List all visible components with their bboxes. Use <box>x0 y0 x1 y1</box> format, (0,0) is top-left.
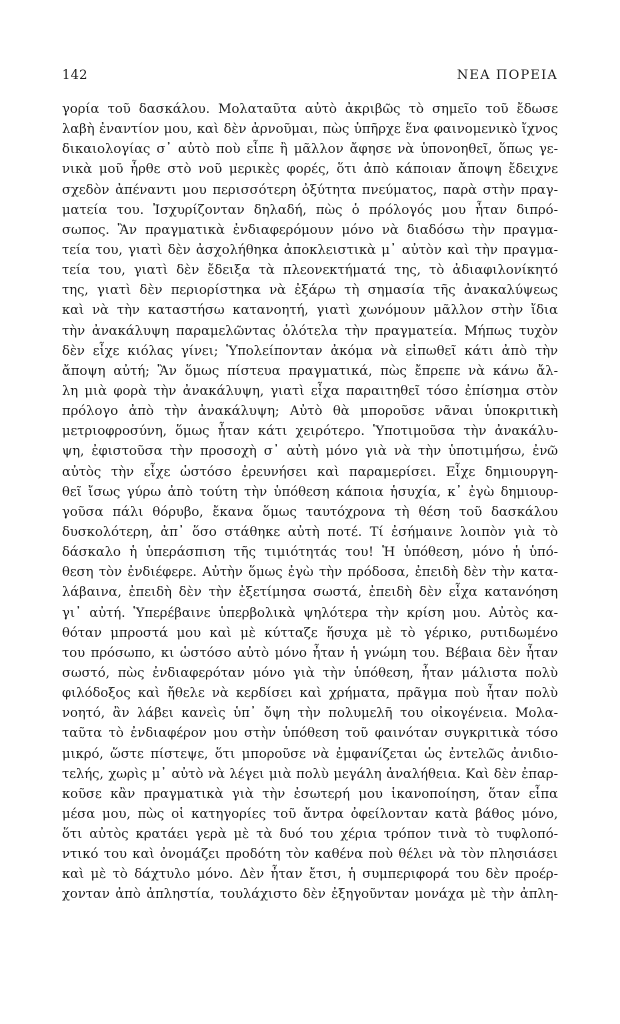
text-line: γι᾽ αὐτή. Ὑπερέβαινε ὑπερβολικὰ ψηλότερα τὴν κρίση μου. Αὐτὸς κα- <box>62 605 558 621</box>
running-head <box>62 68 558 86</box>
text-line: θόταν μπροστά μου καὶ μὲ κύτταζε ἥσυχα μὲ τὸ γέρικο, ρυτιδωμένο <box>62 625 558 641</box>
text-line: ντικό του καὶ ὀνομάζει προδότη τὸν καθένα ποὺ θέλει νὰ τὸν πλησιάσει <box>62 847 558 863</box>
text-line: ἄποψη αὐτή; Ἂν ὅμως πίστευα πραγματικά, πὼς ἔπρεπε νὰ κάνω ἄλ- <box>62 363 558 379</box>
text-line: νικὰ μοῦ ἦρθε στὸ νοῦ μερικὲς φορές, ὅτι ἀπὸ κάποιαν ἄποψη ἔδειχνε <box>62 162 558 178</box>
text-line: νοητό, ἂν λάβει κανεὶς ὑπ᾽ ὄψη τὴν πολυμελῆ του οἰκογένεια. Μολα- <box>62 706 558 722</box>
text-line: πρόλογο ἀπὸ τὴν ἀνακάλυψη; Αὐτὸ θὰ μποροῦσε νᾶναι ὑποκριτικὴ <box>62 404 558 420</box>
text-line: μετριοφροσύνη, ὅμως ἦταν κάτι χειρότερο. Ὑποτιμοῦσα τὴν ἀνακάλυ- <box>62 424 558 440</box>
text-line: σχεδὸν ἀπέναντι μου περισσότερη ὀξύτητα πνεύματος, παρὰ στὴν πραγ- <box>62 182 558 198</box>
text-line: ψη, ἐφιστοῦσα τὴν προσοχὴ σ᾽ αὐτὴ μόνο γιὰ νὰ τὴν ὑποτιμήσω, ἐνῶ <box>62 444 558 460</box>
page-number: 142 <box>62 68 88 83</box>
text-line: καὶ νὰ τὴν καταστήσω κατανοητή, γιατὶ χωνόμουν μᾶλλον στὴν ἴδια <box>62 303 558 319</box>
text-line: μικρό, ὥστε πίστεψε, ὅτι μποροῦσε νὰ ἐμφανίζεται ὡς ἐντελῶς ἀνιδιο- <box>62 746 558 762</box>
text-body <box>62 100 558 906</box>
text-line: ταῦτα τὸ ἐνδιαφέρον μου στὴν ὑπόθεση τοῦ φαινόταν συγκριτικὰ τόσο <box>62 726 558 742</box>
text-line: θεση τὸν ἐνδιέφερε. Αὐτὴν ὅμως ἐγὼ τὴν πρόδοσα, ἐπειδὴ δὲν τὴν κατα- <box>62 565 558 581</box>
text-line: τεία του, γιατὶ δὲν ἀσχολήθηκα ἀποκλειστικὰ μ᾽ αὐτὸν καὶ τὴν πραγμα- <box>62 242 558 258</box>
text-line: λάβαινα, ἐπειδὴ δὲν τὴν ἐξετίμησα σωστά, ἐπειδὴ δὲν εἶχα κατανόηση <box>62 585 558 601</box>
text-line: λη μιὰ φορὰ τὴν ἀνακάλυψη, γιατὶ εἶχα παραιτηθεῖ τόσο ἐπίσημα στὸν <box>62 383 558 399</box>
text-line: δάσκαλο ἡ ὑπεράσπιση τῆς τιμιότητάς του! Ἡ ὑπόθεση, μόνο ἡ ὑπό- <box>62 545 558 561</box>
text-line: αὐτὸς τὴν εἶχε ὡστόσο ἐρευνήσει καὶ παραμερίσει. Εἶχε δημιουργη- <box>62 464 558 480</box>
text-line: καὶ μὲ τὸ δάχτυλο μόνο. Δὲν ἦταν ἔτσι, ἡ συμπεριφορά του δὲν προέρ- <box>62 867 558 883</box>
text-line: τεία του, γιατὶ δὲν ἔδειξα τὰ πλεονεκτήματά της, τὸ ἀδιαφιλονίκητό <box>62 263 558 279</box>
text-line: τελής, χωρὶς μ᾽ αὐτὸ νὰ λέγει μιὰ πολὺ μεγάλη ἀναλήθεια. Καὶ δὲν ἐπαρ- <box>62 766 558 782</box>
text-line: λαβὴ ἐναντίον μου, καὶ δὲν ἀρνοῦμαι, πὼς ὑπῆρχε ἕνα φαινομενικὸ ἴχνος <box>62 122 558 138</box>
text-line: σωστό, πὼς ἐνδιαφερόταν μόνο γιὰ τὴν ὑπόθεση, ἦταν μάλιστα πολὺ <box>62 665 558 681</box>
text-line: της, γιατὶ δὲν περιορίστηκα νὰ ἐξάρω τὴ σημασία τῆς ἀνακαλύψεως <box>62 283 558 299</box>
text-line: σωπος. Ἂν πραγματικὰ ἐνδιαφερόμουν μόνο νὰ διαδόσω τὴν πραγμα- <box>62 222 558 238</box>
text-line: θεῖ ἴσως γύρω ἀπὸ τούτη τὴν ὑπόθεση κάποια ἡσυχία, κ᾽ ἐγὼ δημιουρ- <box>62 484 558 500</box>
running-title: ΝΕΑ ΠΟΡΕΙΑ <box>456 68 558 83</box>
text-line: ὅτι αὐτὸς κρατάει γερὰ μὲ τὰ δυό του χέρια τρόπον τινὰ τὸ τυφλοπό- <box>62 827 558 843</box>
text-line: φιλόδοξος καὶ ἤθελε νὰ κερδίσει καὶ χρήματα, πρᾶγμα ποὺ ἦταν πολὺ <box>62 686 558 702</box>
text-line: τὴν ἀνακάλυψη παραμελῶντας ὁλότελα τὴν πραγματεία. Μήπως τυχὸν <box>62 323 558 339</box>
text-line: χονταν ἀπὸ ἀπληστία, τουλάχιστο δὲν ἐξηγοῦνταν μονάχα μὲ τὴν ἀπλη- <box>62 887 558 903</box>
text-line: γοῦσα πάλι θόρυβο, ἔκανα ὅμως ταυτόχρονα τὴ θέση τοῦ δασκάλου <box>62 504 558 520</box>
text-line: κοῦσε κἂν πραγματικὰ γιὰ τὴν ἐσωτερή μου ἱκανοποίηση, ὅταν εἶπα <box>62 786 558 802</box>
text-line: ματεία του. Ἰσχυρίζονταν δηλαδή, πὼς ὁ πρόλογός μου ἦταν διπρό- <box>62 202 558 218</box>
text-line: μέσα μου, πὼς οἱ κατηγορίες τοῦ ἄντρα ὀφείλονταν κατὰ βάθος μόνο, <box>62 806 558 822</box>
text-line: δυσκολότερη, ἀπ᾽ ὅσο στάθηκε αὐτὴ ποτέ. Τί ἐσήμαινε λοιπὸν γιὰ τὸ <box>62 524 558 540</box>
text-line: γορία τοῦ δασκάλου. Μολαταῦτα αὐτὸ ἀκριβῶς τὸ σημεῖο τοῦ ἔδωσε <box>62 102 558 117</box>
text-line: δικαιολογίας σ᾽ αὐτὸ ποὺ εἶπε ἢ μᾶλλον ἄφησε νὰ ὑπονοηθεῖ, ὅπως γε- <box>62 142 558 158</box>
text-line: δὲν εἶχε κιόλας γίνει; Ὑπολείπονταν ἀκόμα νὰ εἰπωθεῖ κάτι ἀπὸ τὴν <box>62 343 558 359</box>
text-line: του πρόσωπο, κι ὡστόσο αὐτὸ μόνο ἦταν ἡ γνώμη του. Βέβαια δὲν ἦταν <box>62 645 558 661</box>
